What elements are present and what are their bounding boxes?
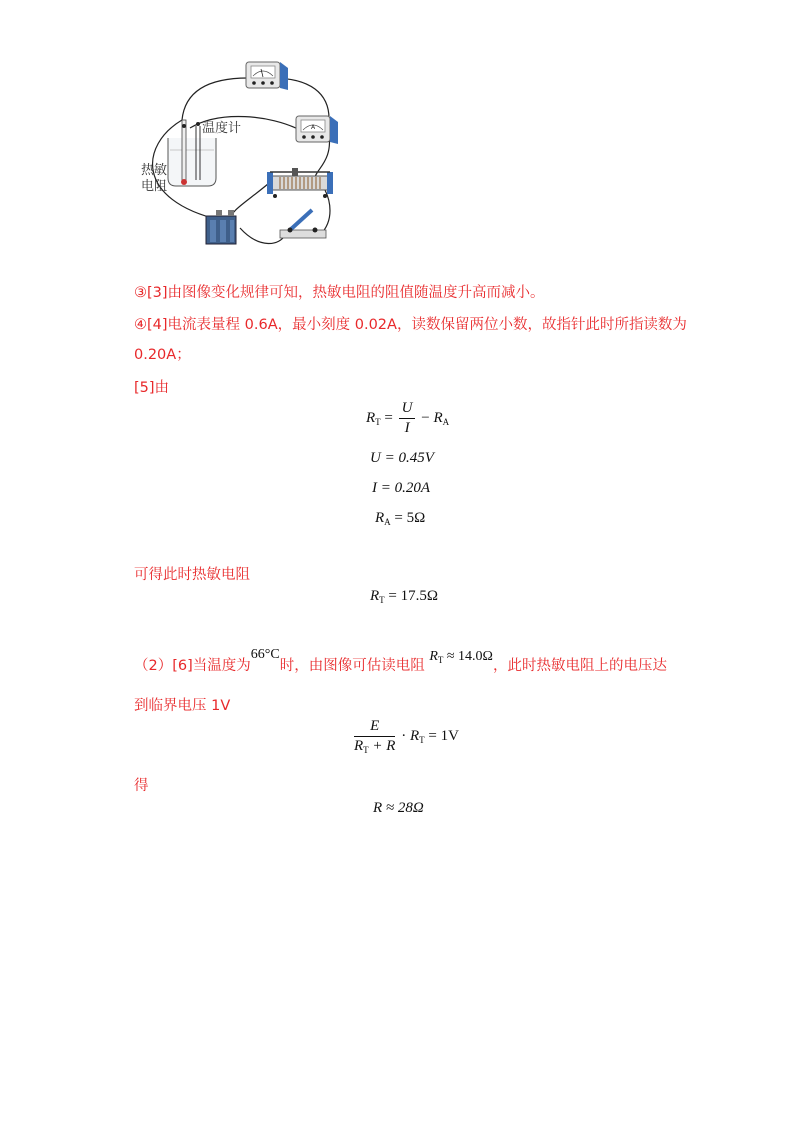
answer-4-line-cont: 0.20A； — [134, 347, 191, 363]
answer-6-line-cont: 到临界电压 1V — [134, 698, 231, 714]
battery-icon — [206, 210, 236, 244]
thermistor-label-2: 电阻 — [141, 179, 168, 194]
equation-voltage-divider: $\frac{E}{R_T + R}$ · $R_T = 1V$ — [354, 718, 459, 755]
rheostat-icon — [267, 168, 333, 198]
answer-4-line: ④[4]电流表量程 0.6A，最小刻度 0.02A，读数保留两位小数，故指针此时所指读数为 — [134, 317, 687, 333]
temperature-value: 66°C — [250, 647, 280, 662]
equation-rt-value: $R_T = 17.5\Omega$ — [370, 588, 439, 605]
circuit-diagram — [130, 50, 350, 255]
equation-ra-value: $R_A = 5\Omega$ — [375, 510, 426, 527]
conclusion-line: 可得此时热敏电阻 — [134, 567, 250, 583]
wire-switch — [240, 228, 285, 244]
voltmeter-icon — [246, 62, 288, 90]
ammeter-letter: A — [310, 124, 316, 131]
thermometer-label: 温度计 — [202, 121, 242, 136]
switch-icon — [280, 210, 326, 238]
equation-r-final: R ≈ 28Ω — [373, 800, 424, 816]
thermistor-label-1: 热敏 — [141, 163, 168, 178]
equation-u-value: U = 0.45V — [370, 450, 434, 466]
equation-rt-formula: $R_T$ = $\frac{U}{I}$ − $R_A$ — [366, 400, 450, 436]
answer-6-line: （2）[6]当温度为66°C时，由图像可估读电阻 $R_T \approx 14.0\Omega$，此时热敏电阻上的电压达 — [134, 647, 667, 674]
answer-3-line: ③[3]由图像变化规律可知，热敏电阻的阻值随温度升高而减小。 — [134, 285, 545, 301]
equation-i-value: I = 0.20A — [372, 480, 431, 496]
ammeter-icon — [296, 116, 338, 144]
result-label: 得 — [134, 778, 149, 794]
rt-estimate: $R_T \approx 14.0\Omega$ — [429, 649, 493, 665]
answer-5-line: [5]由 — [134, 380, 170, 396]
wire-top — [182, 78, 248, 120]
